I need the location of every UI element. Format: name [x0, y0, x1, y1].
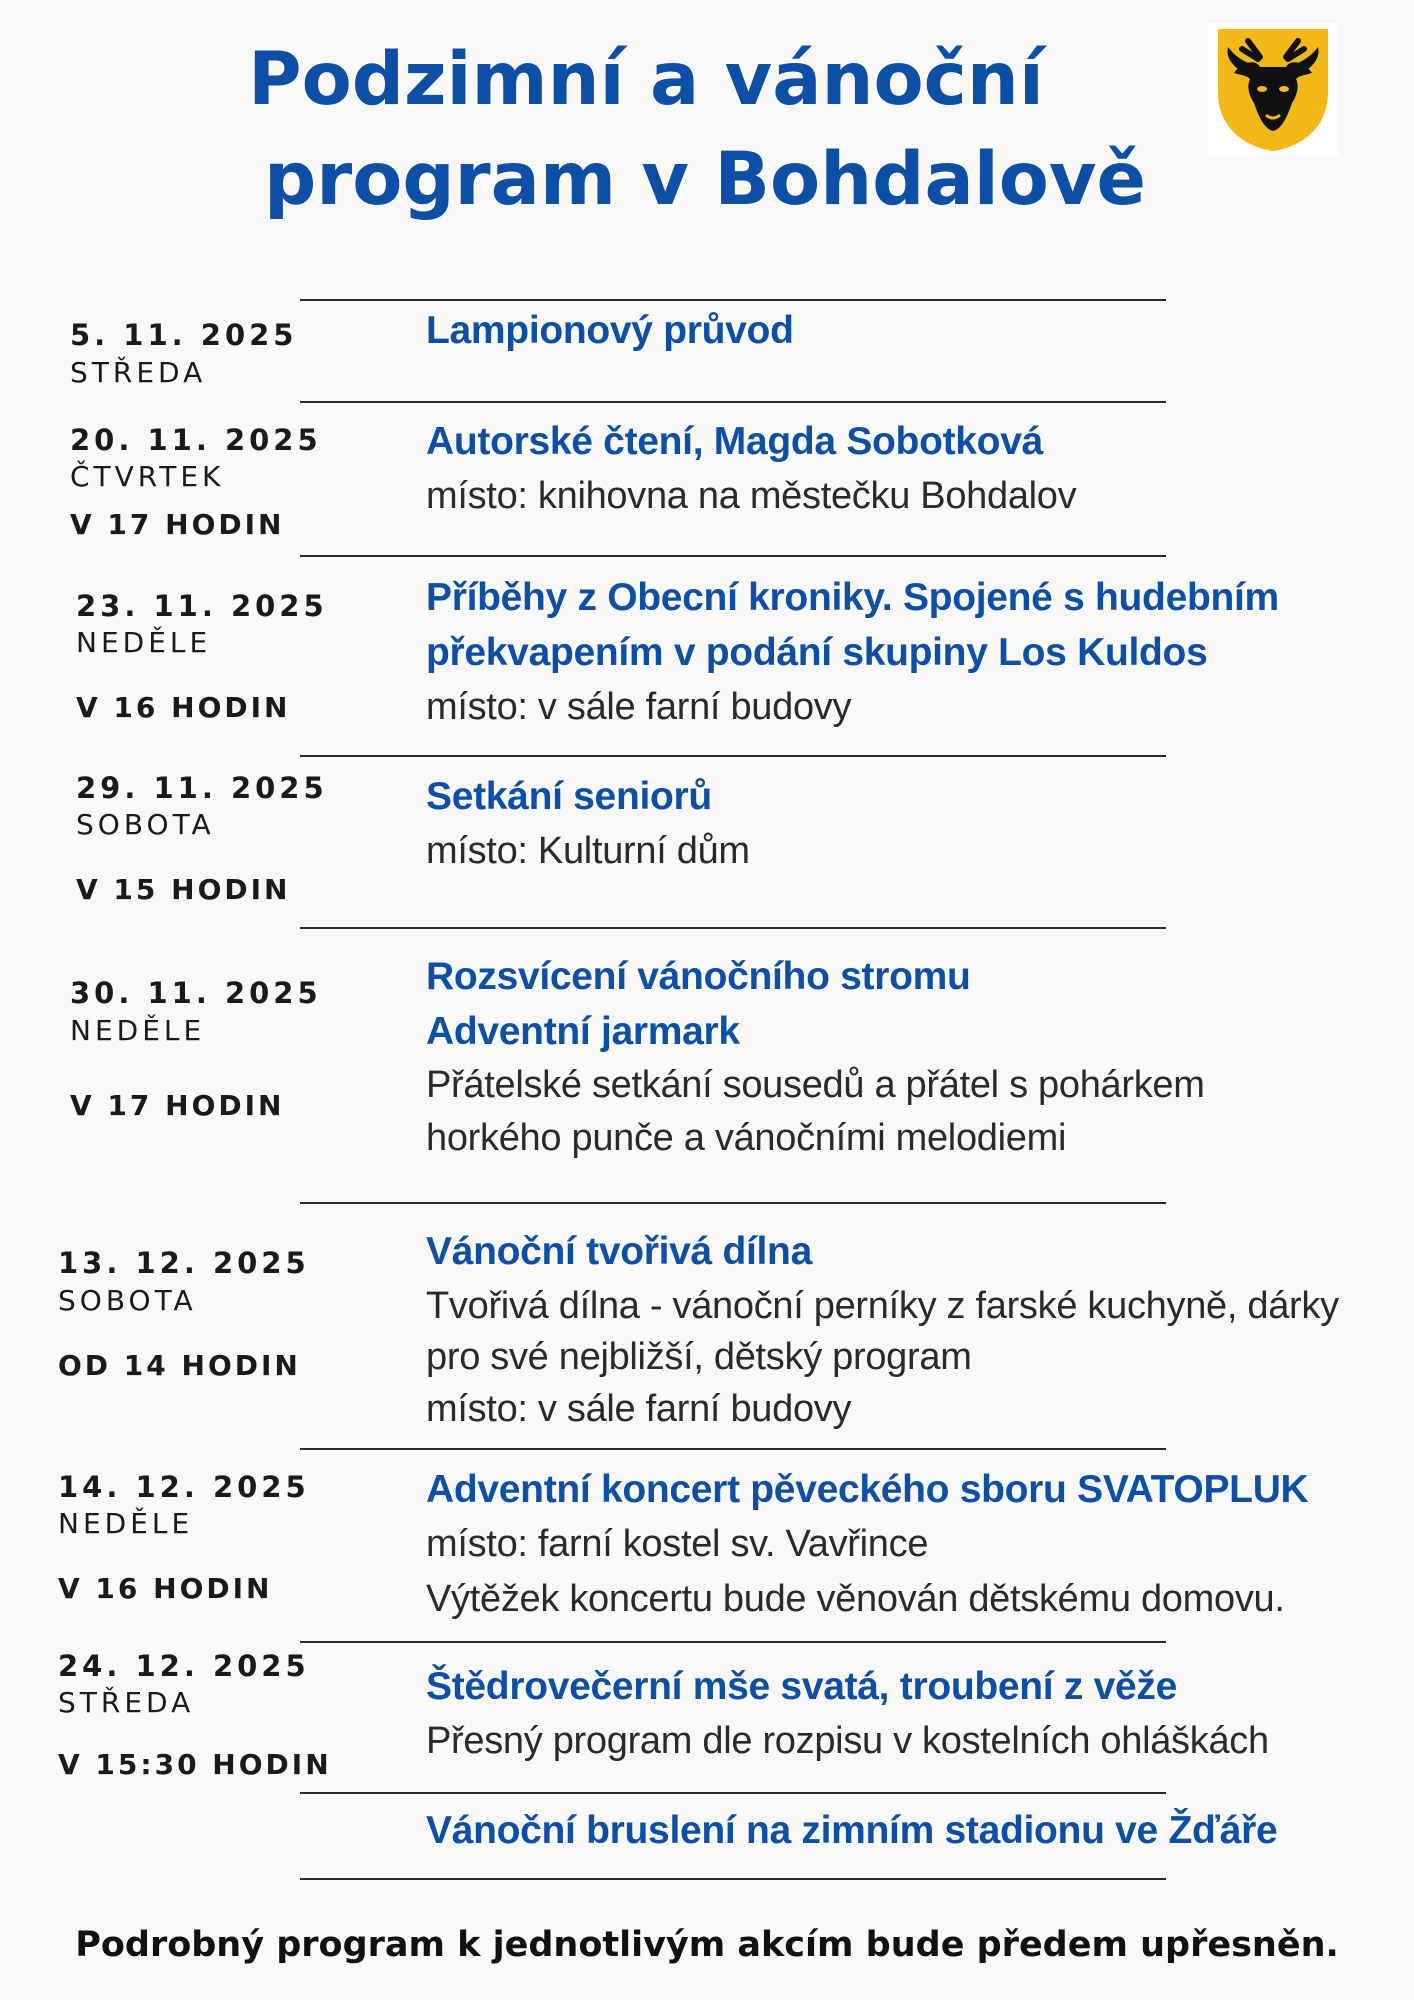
divider — [300, 1792, 1166, 1794]
event-time: V 17 HODIN — [70, 508, 285, 541]
event-title: Příběhy z Obecní kroniky. Spojené s hudebním — [426, 576, 1279, 619]
event-date: 13. 12. 2025 — [58, 1246, 310, 1280]
divider — [300, 1641, 1166, 1643]
event-date: 14. 12. 2025 — [58, 1470, 310, 1504]
event-time: V 16 HODIN — [58, 1572, 273, 1605]
event-title: Vánoční tvořivá dílna — [426, 1230, 812, 1273]
divider — [300, 927, 1166, 929]
event-title: Autorské čtení, Magda Sobotková — [426, 420, 1043, 463]
divider — [300, 401, 1166, 403]
footer-note: Podrobný program k jednotlivým akcím bude předem upřesněn. — [75, 1925, 1339, 1965]
event-title: Vánoční bruslení na zimním stadionu ve Žďáře — [426, 1809, 1278, 1852]
event-line: Přátelské setkání sousedů a přátel s pohárkem — [426, 1064, 1205, 1106]
event-time: V 17 HODIN — [70, 1089, 285, 1122]
event-line: horkého punče a vánočními melodiemi — [426, 1117, 1067, 1159]
page-title — [0, 30, 1414, 230]
event-day: SOBOTA — [58, 1284, 197, 1317]
event-day: NEDĚLE — [70, 1014, 206, 1047]
event-line: Tvořivá dílna - vánoční perníky z farské kuchyně, dárky — [426, 1285, 1339, 1327]
event-line: pro své nejbližší, dětský program — [426, 1336, 972, 1378]
event-day: SOBOTA — [76, 808, 215, 841]
divider — [300, 755, 1166, 757]
event-day: NEDĚLE — [58, 1507, 194, 1540]
divider — [300, 1202, 1166, 1204]
event-date: 29. 11. 2025 — [76, 771, 328, 805]
event-time: OD 14 HODIN — [58, 1349, 301, 1382]
event-title: Štědrovečerní mše svatá, troubení z věže — [426, 1665, 1177, 1708]
event-date: 23. 11. 2025 — [76, 589, 328, 623]
event-time: V 15:30 HODIN — [58, 1748, 332, 1781]
event-line: místo: Kulturní dům — [426, 830, 750, 872]
event-title: Setkání seniorů — [426, 775, 712, 818]
event-title-line-2: překvapením v podání skupiny Los Kuldos — [426, 631, 1208, 674]
event-day: ČTVRTEK — [70, 460, 225, 493]
divider — [300, 1448, 1166, 1450]
event-day: STŘEDA — [58, 1686, 195, 1719]
event-line: Výtěžek koncertu bude věnován dětskému domovu. — [426, 1578, 1285, 1620]
event-line: místo: v sále farní budovy — [426, 1388, 852, 1430]
event-line: místo: v sále farní budovy — [426, 686, 852, 728]
event-title: Rozsvícení vánočního stromu — [426, 955, 971, 998]
event-title: Adventní koncert pěveckého sboru SVATOPLUK — [426, 1468, 1309, 1511]
event-time: V 16 HODIN — [76, 691, 291, 724]
event-line: Přesný program dle rozpisu v kostelních ohláškách — [426, 1720, 1269, 1762]
event-day: NEDĚLE — [76, 626, 212, 659]
event-date: 24. 12. 2025 — [58, 1649, 310, 1683]
event-time: V 15 HODIN — [76, 873, 291, 906]
event-date: 20. 11. 2025 — [70, 423, 322, 457]
event-title: Lampionový průvod — [426, 309, 794, 352]
event-line: místo: knihovna na městečku Bohdalov — [426, 475, 1077, 517]
event-date: 5. 11. 2025 — [70, 318, 298, 352]
event-title-line-2: Adventní jarmark — [426, 1010, 740, 1053]
divider — [300, 555, 1166, 557]
title-line-1: Podzimní a vánoční — [248, 37, 1044, 122]
event-day: STŘEDA — [70, 356, 207, 389]
event-line: místo: farní kostel sv. Vavřince — [426, 1523, 929, 1565]
event-date: 30. 11. 2025 — [70, 976, 322, 1010]
bison-coat-of-arms-icon — [1208, 23, 1338, 155]
divider — [300, 299, 1166, 301]
title-line-2: program v Bohdalově — [264, 137, 1146, 222]
divider — [300, 1878, 1166, 1880]
